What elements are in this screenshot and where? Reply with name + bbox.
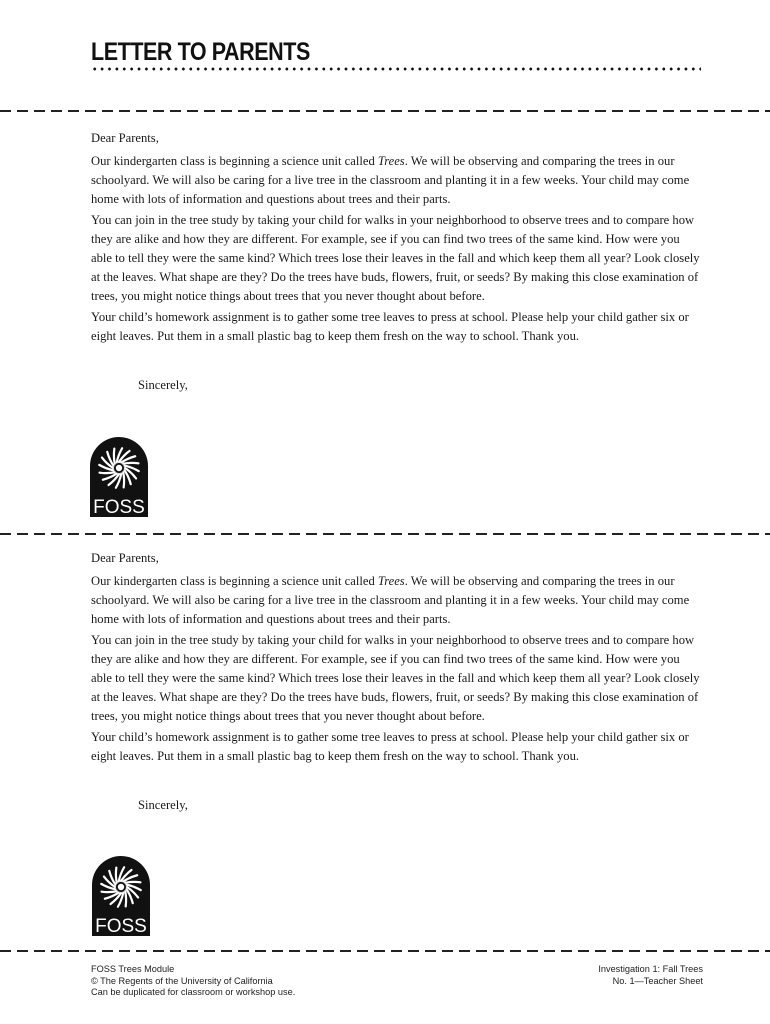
sunburst-ray <box>125 891 126 906</box>
letter-greeting: Dear Parents, <box>91 131 159 145</box>
sunburst-ray <box>123 472 124 487</box>
sunburst-ray <box>125 882 140 883</box>
letter-paragraph-1: Our kindergarten class is beginning a science unit called Trees. We will be observing and comparing the trees in our schoolyard. We will also be caring for a live tree in the classroom and planting it in a few weeks. Your child may come home with lots of information and questions about trees and their parts. <box>91 574 690 626</box>
foss-logo-2 <box>92 856 150 936</box>
sunburst-ray <box>116 868 117 883</box>
letter-closing: Sincerely, <box>138 378 188 392</box>
footer-investigation-title: Investigation 1: Fall Trees <box>598 964 703 974</box>
letter-closing: Sincerely, <box>138 798 188 812</box>
letter-copy-1 <box>91 129 703 395</box>
letter-copy-2 <box>91 549 703 815</box>
page-title: LETTER TO PARENTS <box>91 38 310 66</box>
letter-paragraph-1: Our kindergarten class is beginning a science unit called Trees. We will be observing and comparing the trees in our schoolyard. We will also be caring for a live tree in the classroom and planting it in a few weeks. Your child may come home with lots of information and questions about trees and their parts. <box>91 154 690 206</box>
foss-sunburst-logo-icon <box>92 856 150 936</box>
cut-line-middle <box>0 533 770 535</box>
letter-paragraph-3: Your child’s homework assignment is to gather some tree leaves to press at school. Please help your child gather six or eight leaves. Put them in a small plastic bag to keep them fresh on the way to school. Thank you. <box>91 310 689 343</box>
cut-line-bottom <box>0 950 770 952</box>
letter-paragraph-3: Your child’s homework assignment is to gather some tree leaves to press at school. Please help your child gather six or eight leaves. Put them in a small plastic bag to keep them fresh on the way to school. Thank you. <box>91 730 689 763</box>
svg-text:FOSS: FOSS <box>95 916 147 936</box>
foss-logo-1 <box>90 437 148 517</box>
letter-paragraph-2: You can join in the tree study by taking your child for walks in your neighborhood to observe trees and to compare how they are alike and how they are different. For example, see if you can find two trees of the same kind. How were you able to tell they were the same kind? Which trees lose their leaves in the fall and which keep them all year? Look closely at the leaves. What shape are they? Do the trees have buds, flowers, fruit, or seeds? By making this close examination of trees, you might notice things about trees that you never thought about before. <box>91 213 700 303</box>
letter-paragraph-2: You can join in the tree study by taking your child for walks in your neighborhood to observe trees and to compare how they are alike and how they are different. For example, see if you can find two trees of the same kind. How were you able to tell they were the same kind? Which trees lose their leaves in the fall and which keep them all year? Look closely at the leaves. What shape are they? Do the trees have buds, flowers, fruit, or seeds? By making this close examination of trees, you might notice things about trees that you never thought about before. <box>91 633 700 723</box>
sunburst-ray <box>123 463 138 464</box>
sunburst-ray <box>100 472 115 473</box>
footer-sheet-number: No. 1—Teacher Sheet <box>612 975 703 986</box>
title-dotted-rule <box>91 67 701 71</box>
footer-module: FOSS Trees Module <box>91 964 175 974</box>
sunburst-ray <box>114 449 115 464</box>
svg-text:FOSS: FOSS <box>93 497 145 517</box>
unit-name: Trees <box>377 154 405 168</box>
foss-sunburst-logo-icon <box>90 437 148 517</box>
cut-line-top <box>0 110 770 112</box>
footer-usage: Can be duplicated for classroom or workshop use. <box>91 987 296 997</box>
footer-investigation <box>598 964 703 987</box>
footer-copyright: © The Regents of the University of California <box>91 975 273 986</box>
unit-name: Trees <box>377 574 405 588</box>
footer-credits <box>91 964 295 999</box>
sunburst-ray <box>102 891 117 892</box>
letter-greeting: Dear Parents, <box>91 551 159 565</box>
